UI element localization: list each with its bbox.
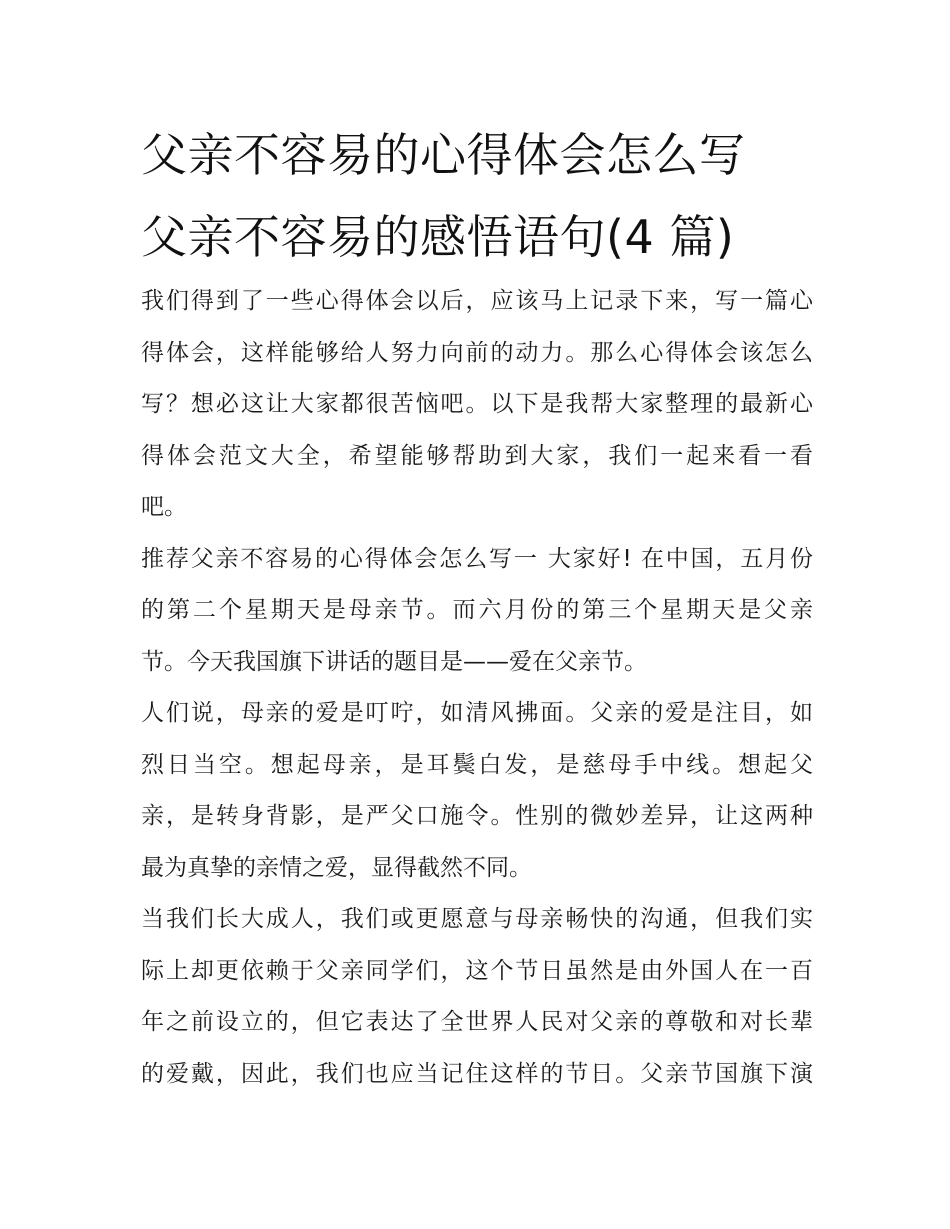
text-line: 的爱戴，因此，我们也应当记住这样的节日。父亲节国旗下演 xyxy=(141,1060,813,1087)
paragraph-intro xyxy=(141,276,813,534)
text-line: 得体会，这样能够给人努力向前的动力。那么心得体会该怎么 xyxy=(141,339,813,366)
text-line: 推荐父亲不容易的心得体会怎么写一 大家好! 在中国，五月份 xyxy=(141,545,813,572)
text-line: 最为真挚的亲情之爱，显得截然不同。 xyxy=(141,854,532,881)
paragraph-growing-up xyxy=(141,894,813,1100)
text-line: 年之前设立的，但它表达了全世界人民对父亲的尊敬和对长辈 xyxy=(141,1009,813,1035)
text-line: 当我们长大成人，我们或更愿意与母亲畅快的沟通，但我们实 xyxy=(141,906,813,932)
text-line: 吧。 xyxy=(141,494,187,520)
document-body xyxy=(141,276,813,1100)
text-line: 人们说，母亲的爱是叮咛，如清风拂面。父亲的爱是注目，如 xyxy=(141,700,813,726)
text-line: 节。今天我国旗下讲话的题目是——爱在父亲节。 xyxy=(141,648,647,675)
text-line: 得体会范文大全，希望能够帮助到大家，我们一起来看一看 xyxy=(141,442,813,469)
title-line: 父亲不容易的心得体会怎么写 xyxy=(141,128,746,182)
paragraph-recommend xyxy=(141,534,813,689)
title-line: 父亲不容易的感悟语句(4 篇) xyxy=(141,210,735,264)
text-line: 亲，是转身背影，是严父口施令。性别的微妙差异，让这两种 xyxy=(141,803,813,829)
text-line: 烈日当空。想起母亲，是耳鬓白发，是慈母手中线。想起父 xyxy=(141,751,813,778)
paragraph-mother-father xyxy=(141,688,813,894)
document-title xyxy=(141,114,821,278)
text-line: 的第二个星期天是母亲节。而六月份的第三个星期天是父亲 xyxy=(141,597,813,623)
text-line: 写？想必这让大家都很苦恼吧。以下是我帮大家整理的最新心 xyxy=(141,391,813,417)
text-line: 际上却更依赖于父亲同学们，这个节日虽然是由外国人在一百 xyxy=(141,957,813,984)
text-line: 我们得到了一些心得体会以后，应该马上记录下来，写一篇心 xyxy=(141,288,813,314)
